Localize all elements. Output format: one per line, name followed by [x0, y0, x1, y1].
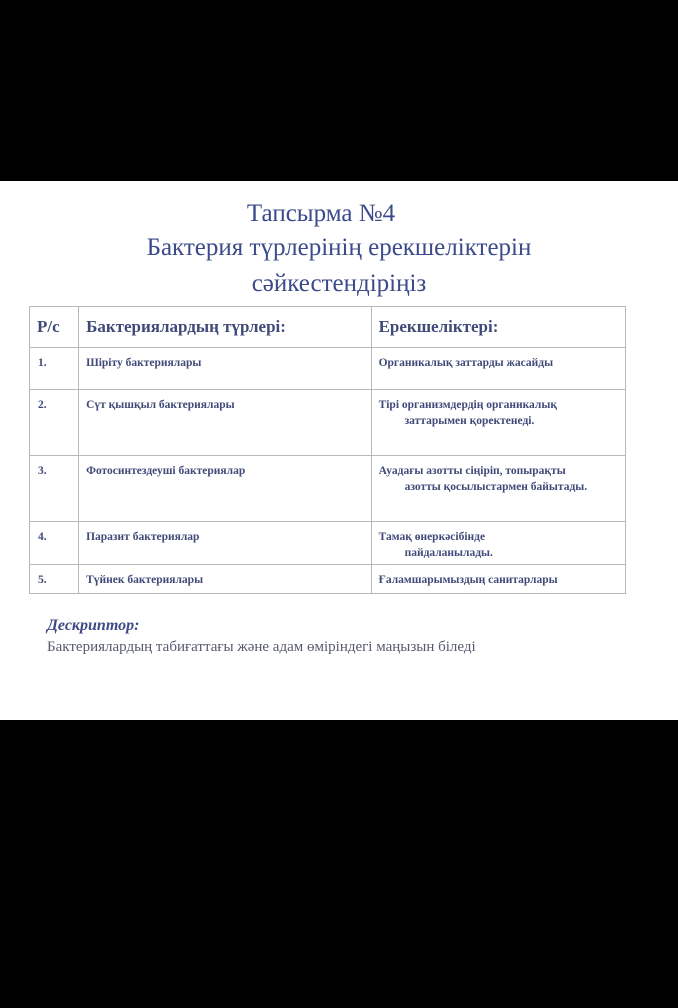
row-type: Түйнек бактериялары	[79, 565, 371, 594]
row-feature: Тірі организмдердің органикалық заттарымен қоректенеді.	[371, 390, 625, 456]
header-type: Бактериялардың түрлері:	[79, 307, 371, 348]
descriptor-text: Бактериялардың табиғаттағы және адам өміріндегі маңызын біледі	[47, 639, 476, 655]
row-feature: Тамақ өнеркәсібінде пайдаланылады.	[371, 522, 625, 565]
slide-subtitle-line-1: Бактерия түрлерінің ерекшеліктерін	[146, 234, 532, 261]
row-number: 2.	[30, 390, 79, 456]
table-header-row	[30, 307, 626, 348]
row-number: 4.	[30, 522, 79, 565]
table-row	[30, 522, 626, 565]
slide-subtitle-line-2: сәйкестендіріңіз	[251, 270, 427, 297]
row-type: Паразит бактериялар	[79, 522, 371, 565]
row-feature: Ауадағы азотты сіңіріп, топырақты азотты қосылыстармен байытады.	[371, 456, 625, 522]
row-type: Шіріту бактериялары	[79, 348, 371, 390]
row-feature: Ғаламшарымыздың санитарлары	[371, 565, 625, 594]
bacteria-table	[29, 306, 626, 594]
descriptor-label: Дескриптор:	[47, 617, 140, 634]
row-type: Сүт қышқыл бактериялары	[79, 390, 371, 456]
row-number: 5.	[30, 565, 79, 594]
row-number: 3.	[30, 456, 79, 522]
header-number: Р/с	[30, 307, 79, 348]
row-feature: Органикалық заттарды жасайды	[371, 348, 625, 390]
slide-title: Тапсырма №4	[246, 200, 396, 227]
slide	[0, 181, 678, 720]
table-row	[30, 565, 626, 594]
row-type: Фотосинтездеуші бактериялар	[79, 456, 371, 522]
header-feature: Ерекшеліктері:	[371, 307, 625, 348]
table-row	[30, 456, 626, 522]
table-row	[30, 390, 626, 456]
row-number: 1.	[30, 348, 79, 390]
table-row	[30, 348, 626, 390]
